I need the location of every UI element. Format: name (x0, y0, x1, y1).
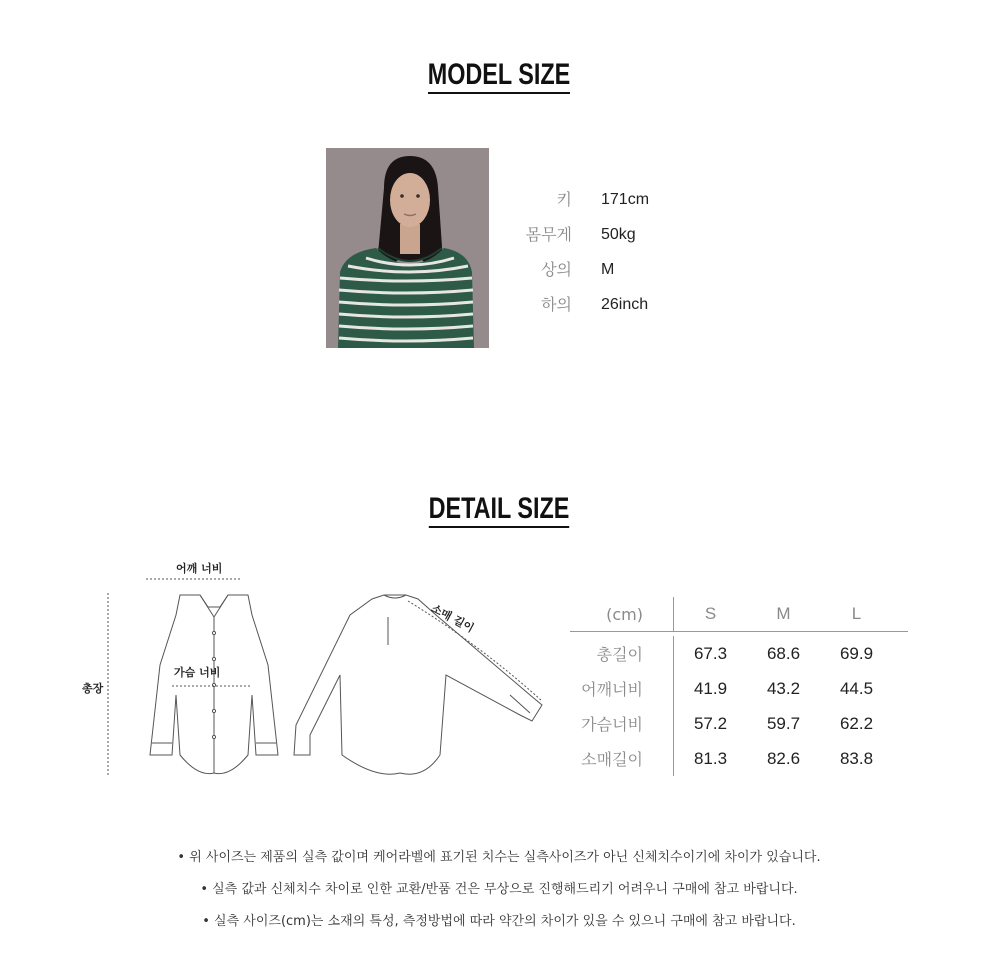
total-length-label: 총장 (82, 682, 104, 695)
model-weight-value: 50kg (601, 226, 636, 243)
table-row (570, 706, 908, 741)
table-cell: 82.6 (766, 748, 801, 768)
table-cell: 41.9 (693, 678, 728, 698)
table-cell: 81.3 (693, 748, 728, 768)
model-bottom-value: 26inch (601, 296, 649, 313)
size-table (570, 597, 908, 776)
model-top-label: 상의 (541, 260, 572, 279)
model-height-label: 키 (556, 190, 572, 209)
size-header-m: M (776, 604, 791, 623)
table-cell: 69.9 (839, 643, 874, 663)
model-height-value: 171cm (601, 191, 650, 208)
table-row (570, 741, 908, 776)
note-3: • 실측 사이즈(cm)는 소재의 특성, 측정방법에 따라 약간의 차이가 있을 수 있으니 구매에 참고 바랍니다. (202, 914, 796, 929)
unit-label: (cm) (570, 597, 674, 631)
shoulder-width-label: 어깨 너비 (176, 562, 223, 575)
table-cell: 68.6 (766, 643, 801, 663)
model-weight-label: 몸무게 (525, 225, 572, 244)
model-top-value: M (601, 261, 615, 278)
detail-size-title: DETAIL SIZE (110, 492, 888, 526)
note-1: • 위 사이즈는 제품의 실측 값이며 케어라벨에 표기된 치수는 실측사이즈가 아닌 신체치수이기에 차이가 있습니다. (177, 850, 821, 865)
table-cell: 59.7 (766, 713, 801, 733)
size-table-header (570, 597, 908, 632)
table-row (570, 636, 908, 671)
chest-width-label: 가슴 너비 (174, 666, 221, 679)
model-photo (326, 148, 489, 348)
row-label: 가슴너비 (570, 706, 674, 741)
table-cell: 57.2 (693, 713, 728, 733)
table-cell: 83.8 (839, 748, 874, 768)
model-size-title: MODEL SIZE (110, 58, 888, 92)
size-header-s: S (704, 604, 717, 623)
note-2: • 실측 값과 신체치수 차이로 인한 교환/반품 건은 무상으로 진행해드리기 어려우니 구매에 참고 바랍니다. (200, 882, 798, 897)
shirt-diagram (80, 555, 560, 795)
sleeve-length-label: 소매 길이 (428, 601, 476, 636)
table-cell: 67.3 (693, 643, 728, 663)
table-row (570, 671, 908, 706)
row-label: 소매길이 (570, 741, 674, 776)
row-label: 총길이 (570, 636, 674, 671)
row-label: 어깨너비 (570, 671, 674, 706)
model-bottom-label: 하의 (541, 295, 572, 314)
size-header-l: L (851, 604, 862, 623)
table-cell: 62.2 (839, 713, 874, 733)
table-cell: 44.5 (839, 678, 874, 698)
table-cell: 43.2 (766, 678, 801, 698)
